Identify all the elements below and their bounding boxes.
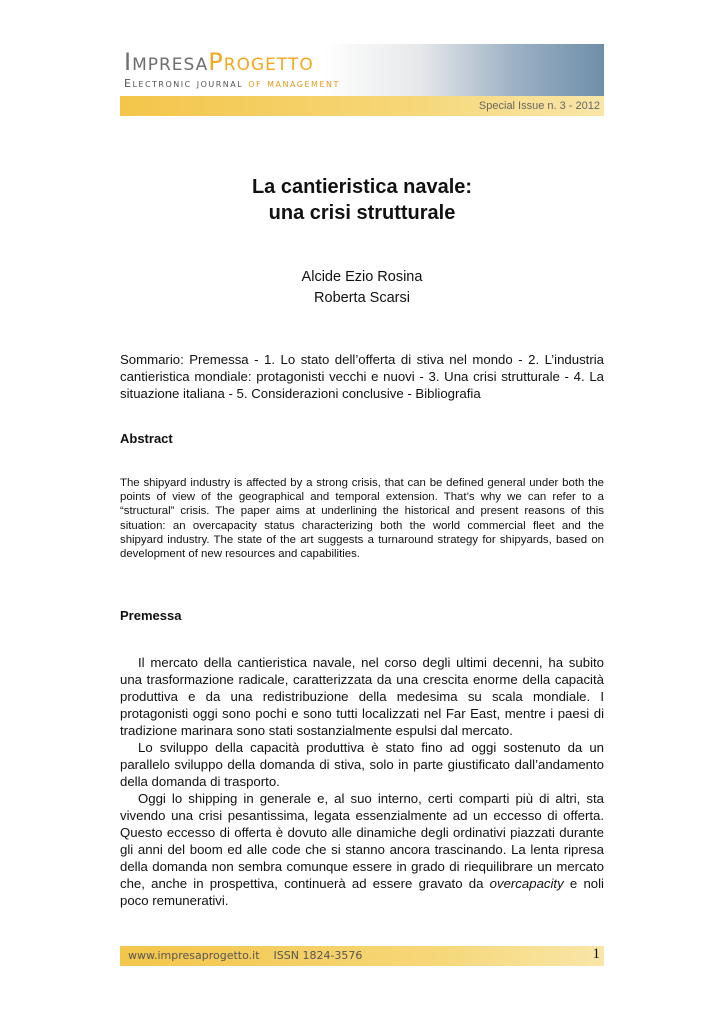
- footer-website[interactable]: www.impresaprogetto.it: [128, 949, 260, 962]
- paragraph-3-italic: overcapacity: [489, 876, 564, 891]
- footer-info: [128, 949, 362, 962]
- abstract-heading: Abstract: [120, 431, 173, 446]
- body-text: [120, 654, 604, 909]
- abstract-text: The shipyard industry is affected by a strong crisis, that can be defined general under both the points of view of the geographical and temporal extension. That’s why we can refer to a “structural” crisis. The paper aims at underlining the historical and present reasons of this situation: an overcapacity status characterizing both the world commercial fleet and the shipyard industry. The state of the art suggests a turnaround strategy for shipyards, based on development of new resources and capabilities.: [120, 477, 604, 561]
- subtitle-first: Electronic journal: [124, 77, 244, 90]
- title-line-1: La cantieristica navale:: [251, 176, 473, 198]
- journal-subtitle: [124, 77, 340, 90]
- paragraph-3-text: Oggi lo shipping in generale e, al suo interno, certi comparti più di altri, sta vivendo una crisi pesantissima, legata essenzialmente ad un eccesso di offerta. Questo eccesso di offerta è dovuto alle dinamiche degli ordinativi piazzati durante gli anni del boom ed alle code che si stanno ancora trascinando. La lenta ripresa della domanda non sembra comunque essere in grado di riequilibrare un mercato che, anche in prospettiva, continuerà ad essere gravato da: [120, 791, 604, 891]
- issue-label: Special Issue n. 3 - 2012: [478, 100, 600, 112]
- paragraph-2: Lo sviluppo della capacità produttiva è stato fino ad oggi sostenuto da un parallelo sviluppo della domanda di stiva, solo in parte giustificato dall’andamento della domanda di trasporto.: [120, 740, 604, 789]
- title-line-2: una crisi strutturale: [268, 202, 456, 224]
- authors: [0, 267, 724, 309]
- footer-issn: ISSN 1824-3576: [273, 949, 363, 962]
- journal-banner: [120, 44, 604, 116]
- summary: Sommario: Premessa - 1. Lo stato dell’offerta di stiva nel mondo - 2. L’industria cantieristica mondiale: protagonisti vecchi e nuovi - 3. Una crisi strutturale - 4. La situazione italiana - 5. Considerazioni conclusive - Bibliografia: [120, 352, 604, 401]
- section-heading: Premessa: [120, 608, 182, 623]
- footer-bar: [120, 946, 604, 966]
- author-2: Roberta Scarsi: [314, 290, 410, 306]
- journal-logo: [124, 48, 314, 76]
- subtitle-second: of management: [248, 77, 340, 90]
- paragraph-3-end: e noli poco remunerativi.: [120, 876, 604, 908]
- author-1: Alcide Ezio Rosina: [301, 269, 423, 285]
- paragraph-3: [120, 790, 604, 909]
- paper-title: [0, 174, 724, 226]
- page-number: 1: [592, 946, 600, 962]
- paragraph-1: Il mercato della cantieristica navale, nel corso degli ultimi decenni, ha subito una trasformazione radicale, caratterizzata da una crescita enorme della capacità produttiva e da una redistribuzione della medesima su scala mondiale. I protagonisti oggi sono pochi e sono tutti localizzati nel Far East, mentre i paesi di tradizione marinara sono stati sostanzialmente espulsi dal mercato.: [120, 655, 604, 738]
- logo-second-word: Progetto: [208, 48, 314, 76]
- logo-first-word: Impresa: [124, 48, 209, 76]
